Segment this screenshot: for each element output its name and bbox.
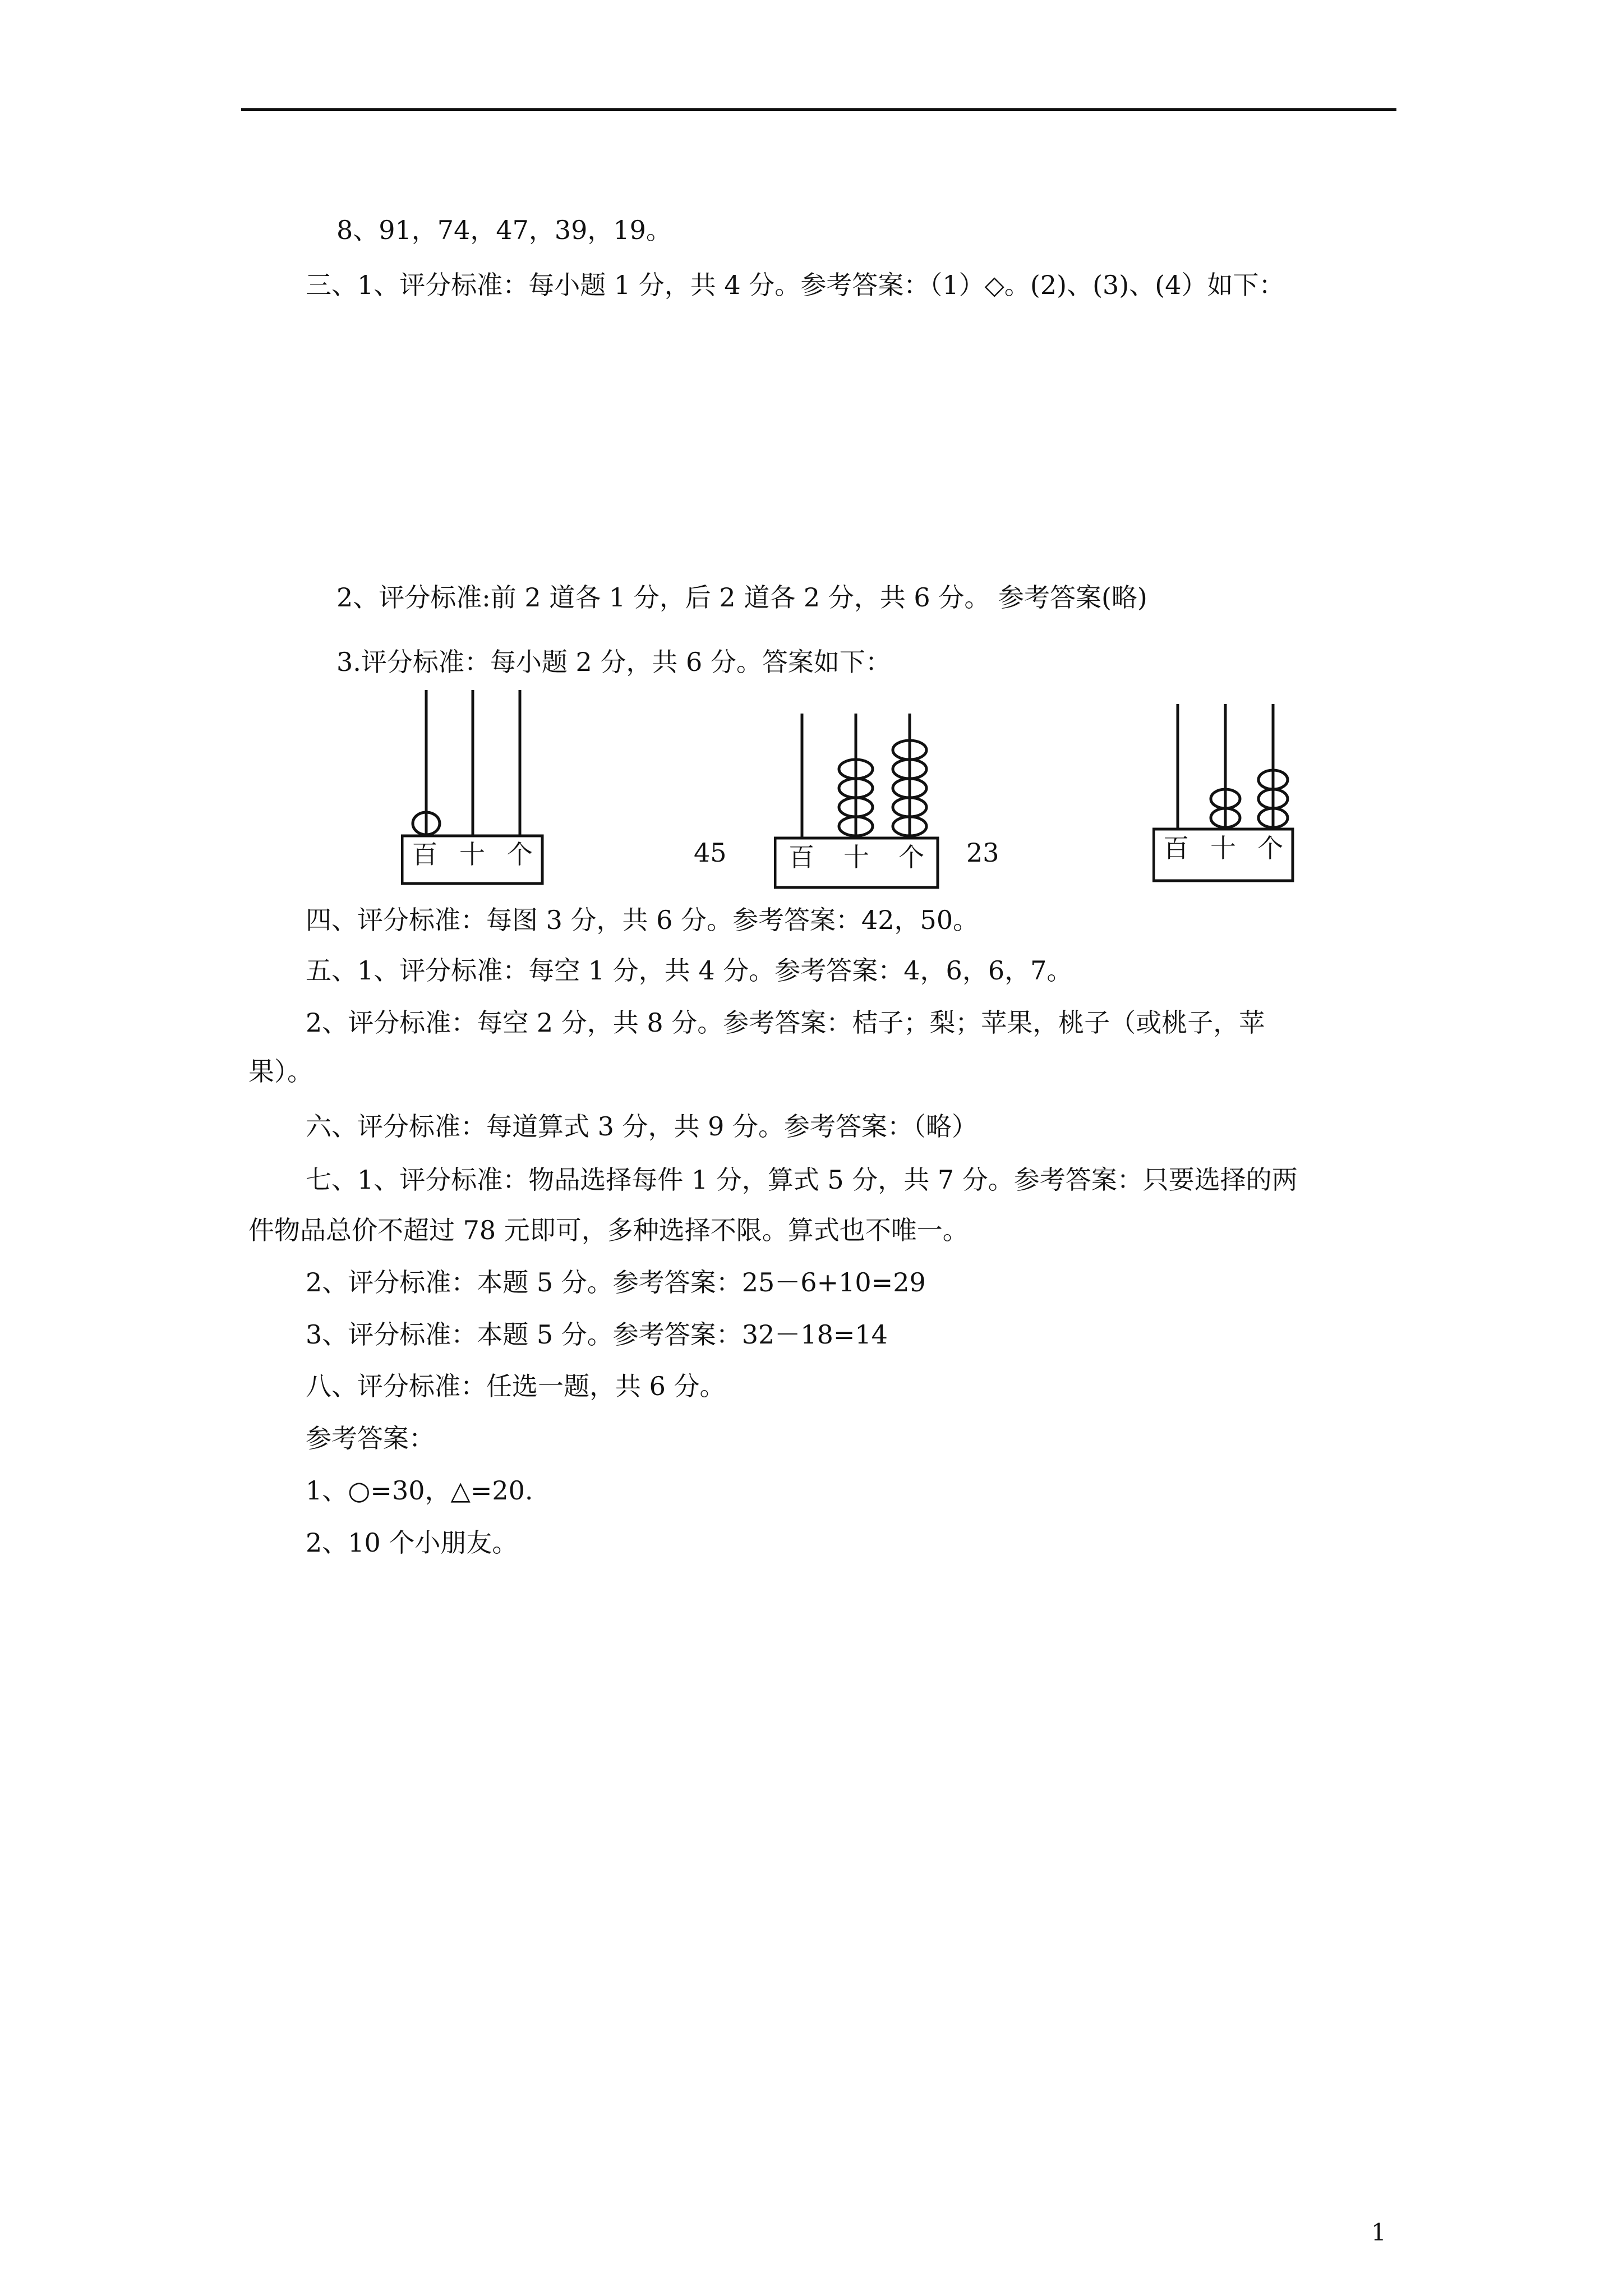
- place-label-hundreds: 百: [1163, 833, 1189, 863]
- page-number: 1: [1371, 2219, 1386, 2246]
- place-label-ones: 个: [898, 842, 924, 872]
- place-label-hundreds: 百: [412, 839, 438, 869]
- header-rule: [241, 108, 1396, 111]
- abacus-3: [1152, 701, 1298, 892]
- place-label-ones: 个: [506, 839, 533, 869]
- answer-line: 果）。: [248, 1056, 313, 1087]
- answer-line: 8、91，74，47，39，19。: [336, 215, 672, 245]
- answer-line: 六、评分标准：每道算式 3 分，共 9 分。参考答案：（略）: [306, 1111, 978, 1142]
- answer-line: 四、评分标准：每图 3 分，共 6 分。参考答案：42，50。: [306, 905, 979, 935]
- place-label-tens: 十: [843, 842, 869, 872]
- answer-line: 三、1、评分标准：每小题 1 分，共 4 分。参考答案：（1）◇。(2)、(3)、(4）如下：: [306, 270, 1285, 300]
- answer-line: 参考答案：: [306, 1423, 435, 1453]
- place-label-tens: 十: [459, 839, 485, 869]
- answer-line: 八、评分标准：任选一题，共 6 分。: [306, 1371, 726, 1401]
- answer-line: 2、10 个小朋友。: [306, 1527, 518, 1558]
- answer-line: 2、评分标准:前 2 道各 1 分，后 2 道各 2 分，共 6 分。 参考答案(略): [336, 582, 1147, 613]
- abacus-1: [401, 687, 547, 889]
- answer-line: 七、1、评分标准：物品选择每件 1 分，算式 5 分，共 7 分。参考答案：只要选择的两: [306, 1165, 1298, 1195]
- answer-line: 3、评分标准：本题 5 分。参考答案：32－18=14: [306, 1319, 888, 1350]
- answer-line: 五、1、评分标准：每空 1 分，共 4 分。参考答案：4，6，6，7。: [306, 955, 1073, 986]
- place-label-tens: 十: [1210, 833, 1236, 863]
- abacus-number: 23: [966, 838, 999, 868]
- answer-line: 2、评分标准：每空 2 分，共 8 分。参考答案：桔子；梨；苹果，桃子（或桃子，苹: [306, 1007, 1265, 1038]
- abacus-number: 45: [694, 838, 727, 868]
- place-label-ones: 个: [1257, 833, 1283, 863]
- answer-line: 3.评分标准：每小题 2 分，共 6 分。答案如下：: [336, 647, 891, 677]
- abacus-2: [774, 708, 942, 893]
- answer-line: 2、评分标准：本题 5 分。参考答案：25－6+10=29: [306, 1267, 926, 1297]
- answer-line: 件物品总价不超过 78 元即可，多种选择不限。算式也不唯一。: [248, 1215, 969, 1245]
- answer-line: 1、○=30，△=20.: [306, 1475, 533, 1506]
- place-label-hundreds: 百: [789, 842, 814, 872]
